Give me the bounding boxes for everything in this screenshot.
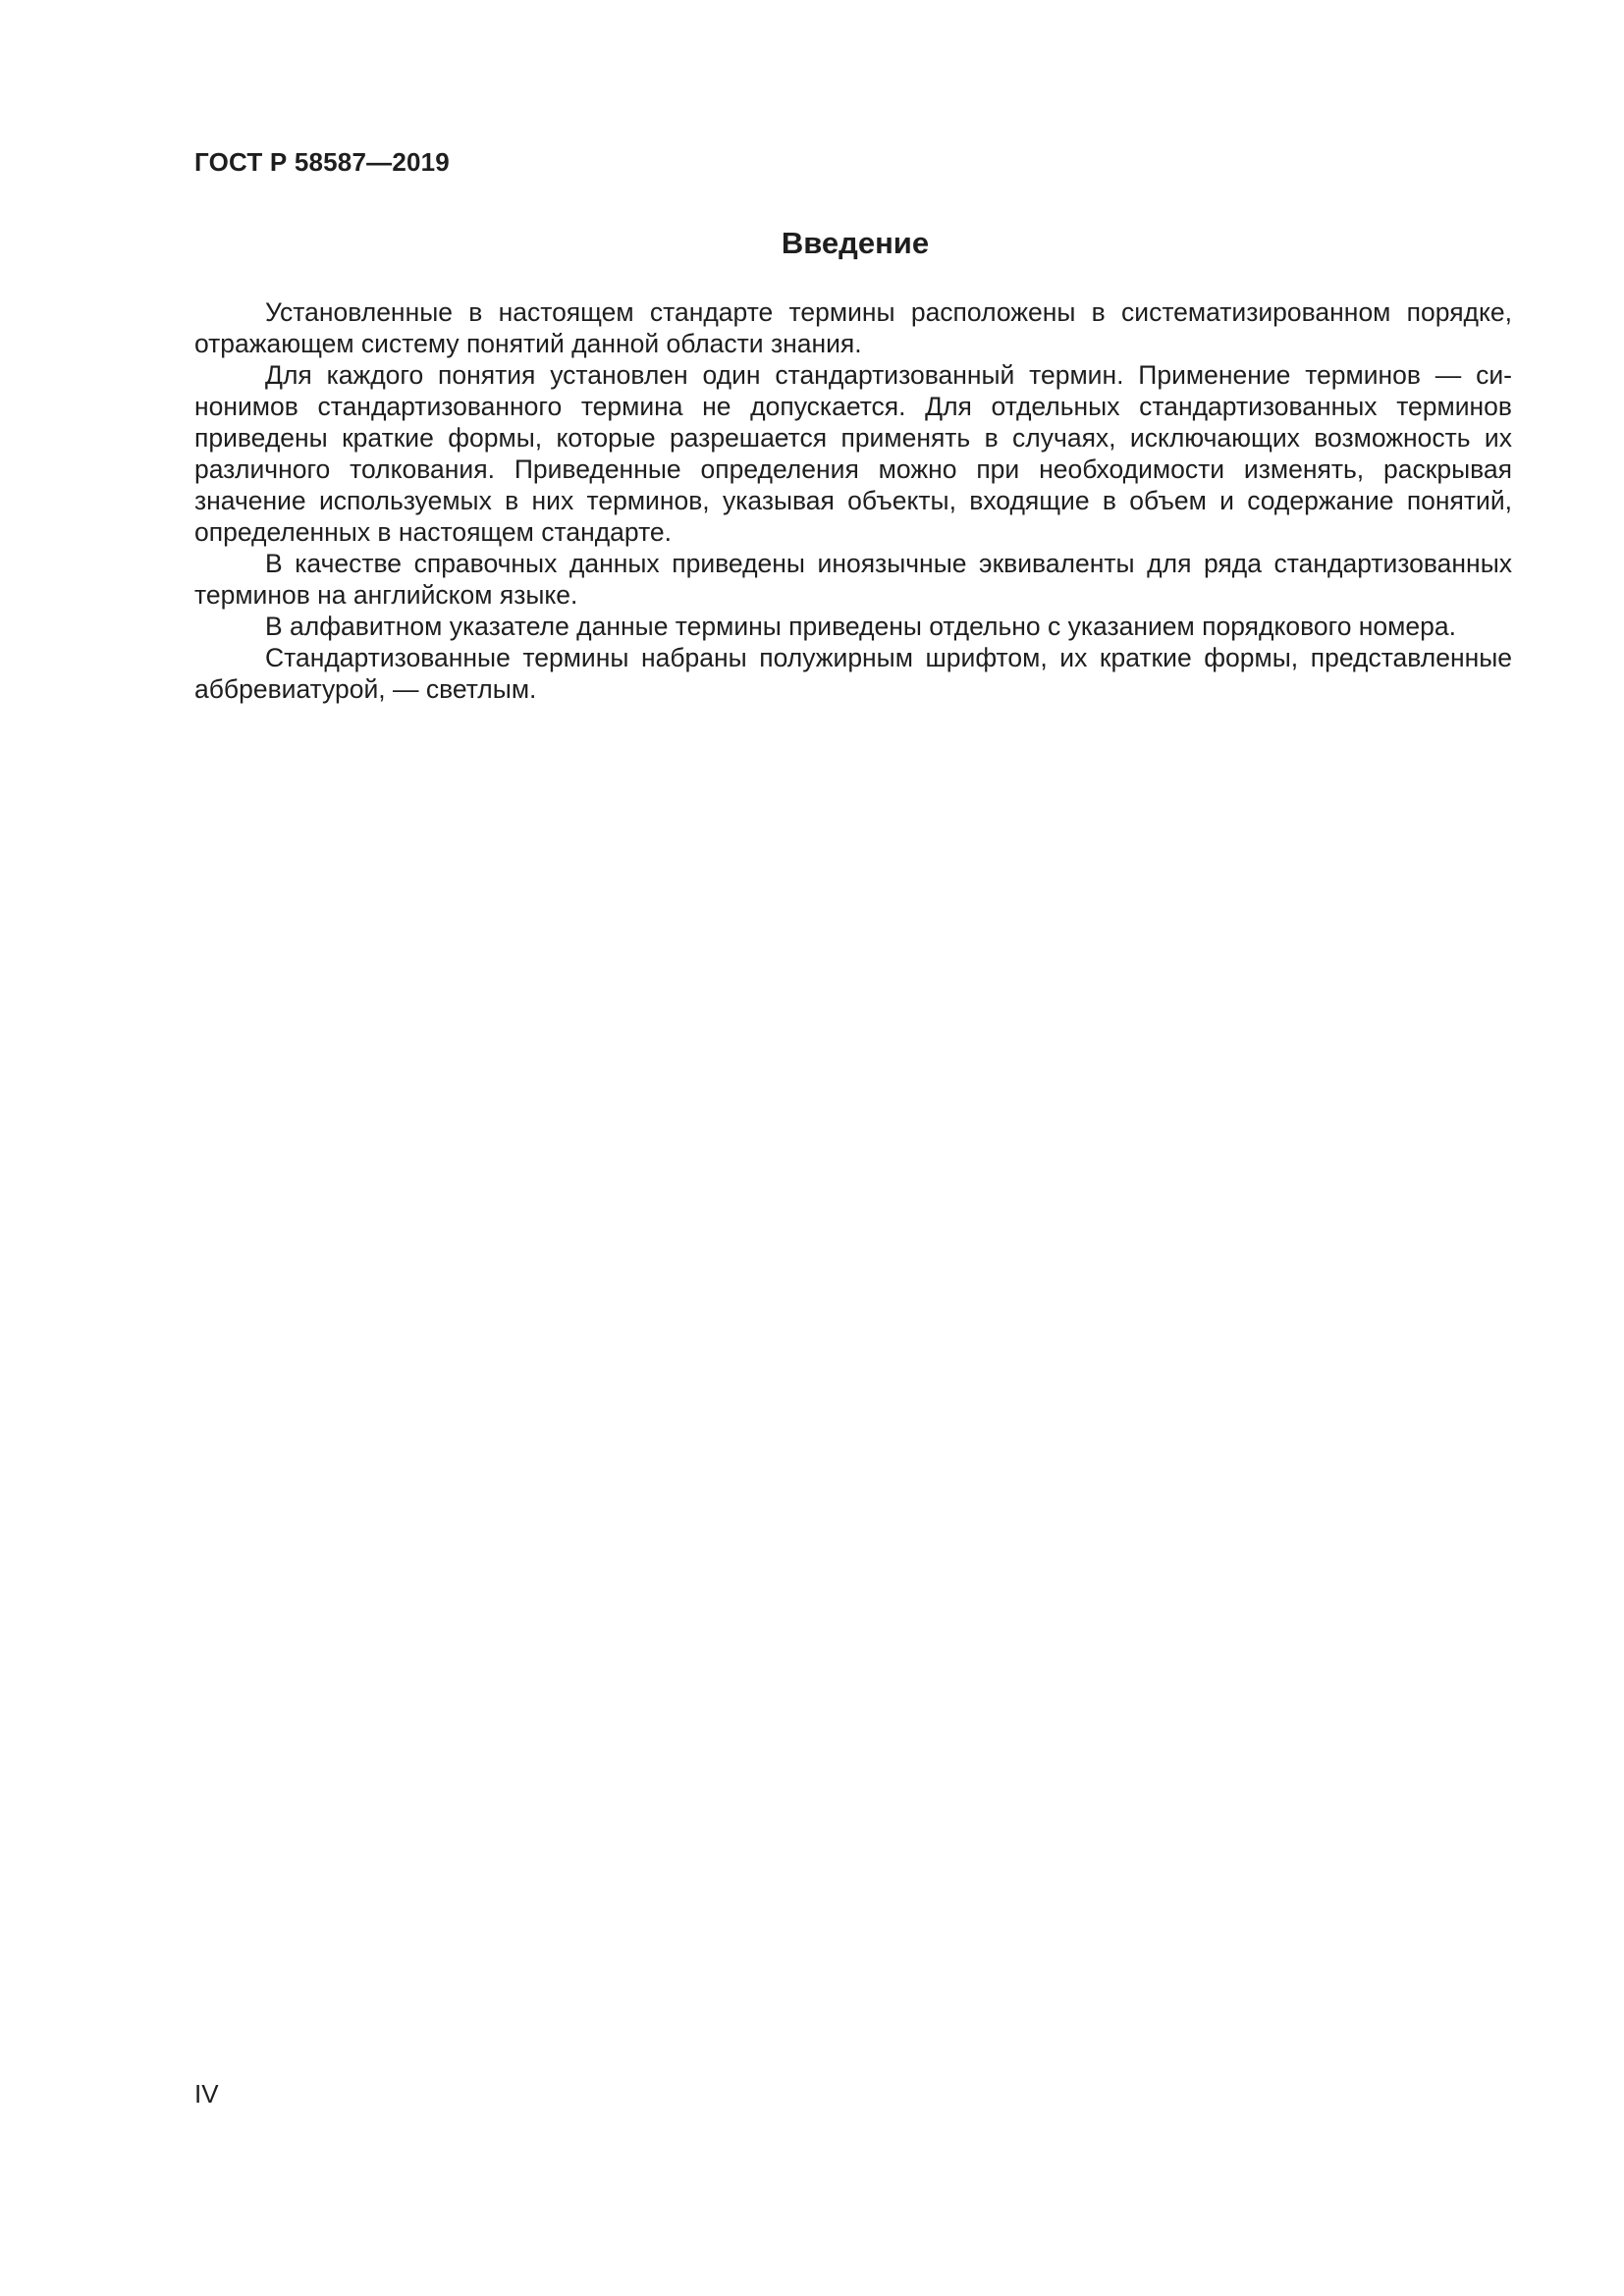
paragraph-2: Для каждого понятия установлен один стандартизованный термин. Применение терминов — синонимов стандартизованного термина не допускается. Для отдельных стандартизованных терминов приведены краткие формы, которые разрешается применять в случаях, исключающих возможность их различного толкования. Приведенные определения можно при необходимости изменять, раскрывая значение используемых в них терминов, указывая объекты, входящие в объем и содержание понятий, определенных в настоящем стандарте. xyxy=(194,360,1512,547)
section-title: Введение xyxy=(781,226,930,260)
page-number: IV xyxy=(194,2079,219,2109)
document-code: ГОСТ Р 58587—2019 xyxy=(194,147,450,177)
paragraph-1: Установленные в настоящем стандарте термины расположены в систематизированном порядке, отражающем систему понятий данной области знания. xyxy=(194,297,1512,358)
paragraph-5: Стандартизованные термины набраны полужирным шрифтом, их краткие формы, представленные аббревиатурой, — светлым. xyxy=(194,643,1512,704)
introduction-body xyxy=(194,296,1512,705)
paragraph-3: В качестве справочных данных приведены иноязычные эквиваленты для ряда стандартизованных терминов на английском языке. xyxy=(194,549,1512,610)
paragraph-4: В алфавитном указателе данные термины приведены отдельно с указанием порядкового номера. xyxy=(265,612,1456,641)
